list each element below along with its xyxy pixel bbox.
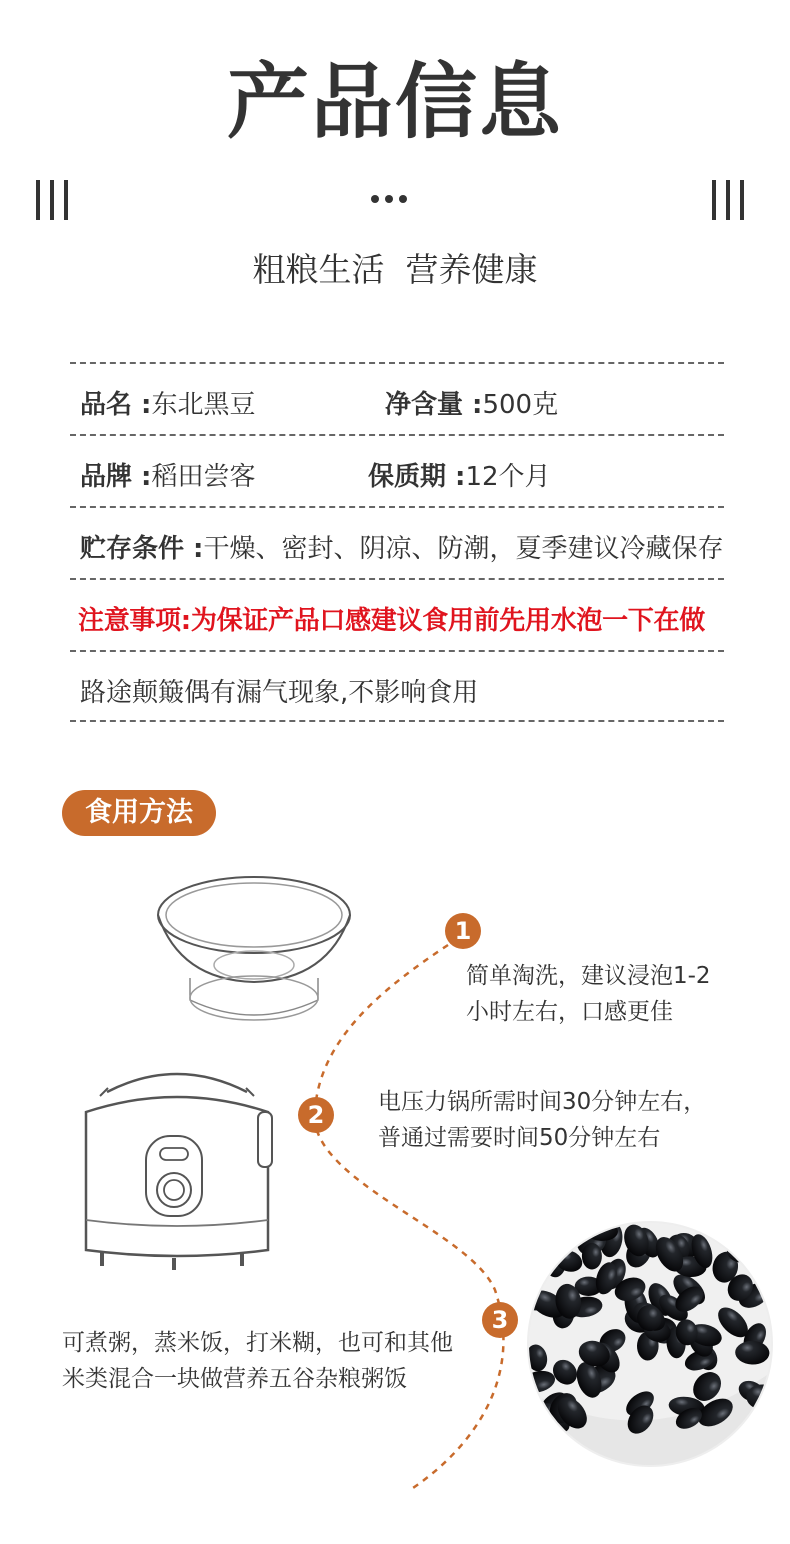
step-3-line-1: 可煮粥，蒸米饭，打米糊，也可和其他: [62, 1330, 453, 1356]
step-3-text: [62, 1325, 453, 1397]
black-beans-photo: [526, 1220, 774, 1468]
step-1-number: 1: [445, 913, 481, 949]
notice-text: 注意事项:为保证产品口感建议食用前先用水泡一下在做: [78, 606, 705, 636]
step-1-line-1: 简单淘洗，建议浸泡1-2: [466, 963, 711, 989]
page-subtitle: 粗粮生活 营养健康: [252, 250, 538, 289]
product-name-value: 东北黑豆: [151, 390, 256, 420]
step-2-text: [378, 1084, 706, 1156]
shelf-life-value: 12个月: [465, 462, 551, 492]
step-3-line-2: 米类混合一块做营养五谷杂粮粥饭: [62, 1366, 407, 1392]
step-1-line-2: 小时左右，口感更佳: [466, 999, 673, 1025]
product-name-label: 品名 :: [80, 390, 152, 420]
storage-label: 贮存条件 :: [80, 534, 204, 564]
step-1-text: [466, 958, 711, 1030]
rice-cooker-icon: [72, 1062, 282, 1277]
step-2-number: 2: [298, 1097, 334, 1133]
usage-badge: 食用方法: [62, 790, 216, 836]
step-2-line-1: 电压力锅所需时间30分钟左右，: [378, 1089, 707, 1115]
step-3-number: 3: [482, 1302, 518, 1338]
transport-note: 路途颠簸偶有漏气现象,不影响食用: [80, 678, 479, 708]
brand-value: 稻田尝客: [151, 462, 256, 492]
brand-label: 品牌 :: [80, 462, 152, 492]
shelf-life-label: 保质期 :: [368, 462, 466, 492]
net-weight-value: 500克: [482, 390, 559, 420]
net-weight-label: 净含量 :: [385, 390, 483, 420]
bowl-icon: [150, 870, 360, 1030]
black-bean: [533, 1220, 576, 1253]
storage-value: 干燥、密封、阴凉、防潮，夏季建议冷藏保存: [203, 534, 724, 564]
step-2-line-2: 普通过需要时间50分钟左右: [378, 1125, 661, 1151]
page-title: 产品信息: [226, 55, 563, 150]
